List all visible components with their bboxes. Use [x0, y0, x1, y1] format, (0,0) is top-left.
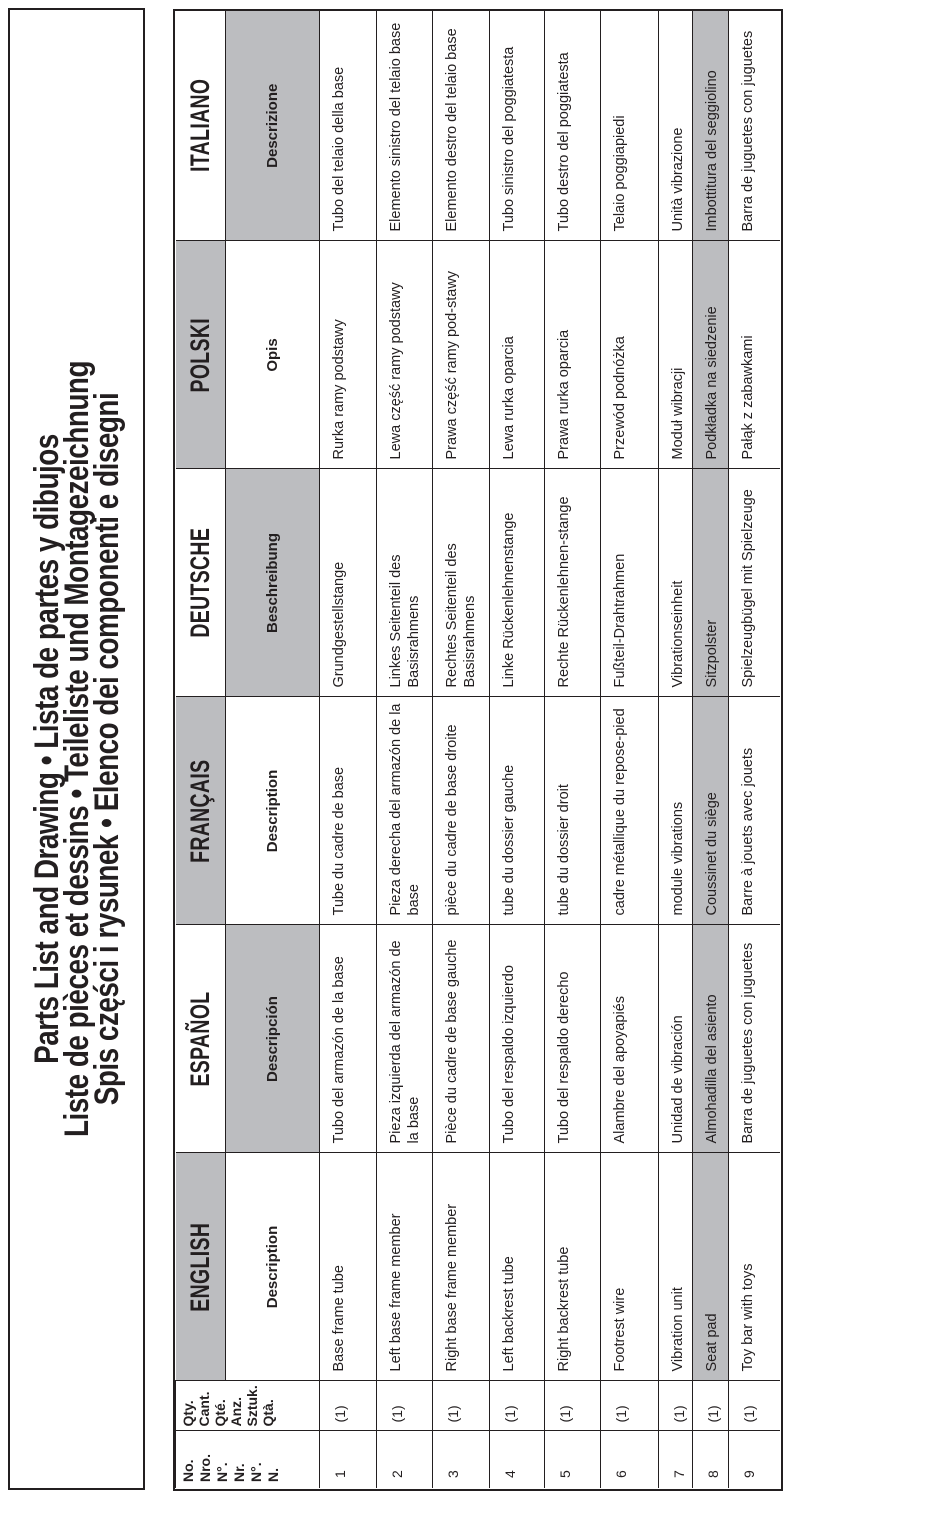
desc-spanish: Alambre del apoyapiés	[601, 925, 659, 1153]
language-header-polish: POLSKI	[176, 241, 226, 469]
part-qty: (1)	[490, 1381, 545, 1431]
desc-english: Toy bar with toys	[729, 1153, 781, 1381]
desc-header-french: Description	[226, 697, 320, 925]
table-row	[490, 11, 545, 1488]
desc-italian: Barra de juguetes con juguetes	[729, 11, 781, 241]
desc-italian: Tubo sinistro del poggiatesta	[490, 11, 545, 241]
desc-english: Left base frame member	[377, 1153, 433, 1381]
table-row	[729, 11, 781, 1488]
desc-spanish: Tubo del respaldo derecho	[545, 925, 601, 1153]
desc-german: Linkes Seitenteil des Basisrahmens	[377, 469, 433, 697]
desc-polish: Lewa rurka oparcia	[490, 241, 545, 469]
table-row	[320, 11, 377, 1488]
desc-spanish: Tubo del armazón de la base	[320, 925, 377, 1153]
language-header-spanish: ESPAÑOL	[176, 925, 226, 1153]
desc-german: Grundgestellstange	[320, 469, 377, 697]
title-line: Spis części i rysunek • Elenco dei componenti e disegni	[87, 392, 126, 1106]
desc-polish: Pałąk z zabawkami	[729, 241, 781, 469]
desc-spanish: Pieza izquierda del armazón de la base	[377, 925, 433, 1153]
desc-spanish: Unidad de vibración	[659, 925, 693, 1153]
desc-english: Seat pad	[693, 1153, 729, 1381]
part-qty: (1)	[433, 1381, 490, 1431]
language-header-italian: ITALIANO	[176, 11, 226, 241]
desc-french: cadre métallique du repose-pied	[601, 697, 659, 925]
desc-italian: Elemento destro del telaio base	[433, 11, 490, 241]
part-number: 2	[377, 1431, 433, 1488]
table-row	[433, 11, 490, 1488]
language-header-german: DEUTSCHE	[176, 469, 226, 697]
part-qty: (1)	[693, 1381, 729, 1431]
desc-polish: Prawa rurka oparcia	[545, 241, 601, 469]
desc-french: Barre à jouets avec jouets	[729, 697, 781, 925]
table-row	[545, 11, 601, 1488]
parts-table-frame	[173, 9, 783, 1491]
no-header: No. Nro. N°. Nr. N°. N.	[176, 1431, 320, 1488]
desc-spanish: Tubo del respaldo izquierdo	[490, 925, 545, 1153]
desc-german: Rechte Rückenlehnen-stange	[545, 469, 601, 697]
desc-french: Pieza derecha del armazón de la base	[377, 697, 433, 925]
desc-italian: Telaio poggiapiedi	[601, 11, 659, 241]
title-box	[8, 8, 145, 1490]
desc-italian: Tubo destro del poggiatesta	[545, 11, 601, 241]
language-header-english: ENGLISH	[176, 1153, 226, 1381]
desc-polish: Prawa część ramy pod-stawy	[433, 241, 490, 469]
desc-polish: Lewa część ramy podstawy	[377, 241, 433, 469]
desc-header-spanish: Descripción	[226, 925, 320, 1153]
desc-english: Footrest wire	[601, 1153, 659, 1381]
title-line: Liste de pièces et dessins • Teileliste und Montagezeichnung	[57, 360, 96, 1138]
part-qty: (1)	[320, 1381, 377, 1431]
desc-german: Rechtes Seitenteil des Basisrahmens	[433, 469, 490, 697]
part-number: 6	[601, 1431, 659, 1488]
table-row	[377, 11, 433, 1488]
desc-polish: Przewód podnóżka	[601, 241, 659, 469]
desc-french: Coussinet du siège	[693, 697, 729, 925]
desc-spanish: Almohadilla del asiento	[693, 925, 729, 1153]
table-row	[601, 11, 659, 1488]
desc-english: Right base frame member	[433, 1153, 490, 1381]
part-number: 5	[545, 1431, 601, 1488]
desc-french: tube du dossier gauche	[490, 697, 545, 925]
desc-polish: Rurka ramy podstawy	[320, 241, 377, 469]
desc-header-italian: Descrizione	[226, 11, 320, 241]
desc-italian: Unità vibrazione	[659, 11, 693, 241]
desc-french: pièce du cadre de base droite	[433, 697, 490, 925]
part-qty: (1)	[729, 1381, 781, 1431]
language-header-french: FRANÇAIS	[176, 697, 226, 925]
desc-italian: Elemento sinistro del telaio base	[377, 11, 433, 241]
part-qty: (1)	[601, 1381, 659, 1431]
parts-table	[175, 11, 780, 1488]
desc-spanish: Pièce du cadre de base gauche	[433, 925, 490, 1153]
desc-polish: Moduł wibracji	[659, 241, 693, 469]
desc-italian: Tubo del telaio della base	[320, 11, 377, 241]
desc-spanish: Barra de juguetes con juguetes	[729, 925, 781, 1153]
qty-header: Qty. Cant. Qté. Anz. Sztuk. Qtà.	[176, 1381, 320, 1431]
desc-french: tube du dossier droit	[545, 697, 601, 925]
table-row	[659, 11, 693, 1488]
part-qty: (1)	[545, 1381, 601, 1431]
desc-german: Linke Rückenlehnenstange	[490, 469, 545, 697]
desc-english: Right backrest tube	[545, 1153, 601, 1381]
part-number: 1	[320, 1431, 377, 1488]
part-qty: (1)	[659, 1381, 693, 1431]
part-number: 4	[490, 1431, 545, 1488]
part-number: 9	[729, 1431, 781, 1488]
desc-german: Spielzeugbügel mit Spielzeuge	[729, 469, 781, 697]
desc-english: Base frame tube	[320, 1153, 377, 1381]
document-title	[27, 19, 126, 1479]
desc-german: Sitzpolster	[693, 469, 729, 697]
desc-english: Vibration unit	[659, 1153, 693, 1381]
desc-italian: Imbottitura del seggiolino	[693, 11, 729, 241]
desc-header-german: Beschreibung	[226, 469, 320, 697]
desc-french: Tube du cadre de base	[320, 697, 377, 925]
desc-french: module vibrations	[659, 697, 693, 925]
title-line: Parts List and Drawing • Lista de partes y dibujos	[27, 434, 66, 1064]
desc-polish: Podkładka na siedzenie	[693, 241, 729, 469]
part-qty: (1)	[377, 1381, 433, 1431]
part-number: 8	[693, 1431, 729, 1488]
part-number: 3	[433, 1431, 490, 1488]
desc-german: Fußteil-Drahtrahmen	[601, 469, 659, 697]
table-row	[693, 11, 729, 1488]
desc-header-english: Description	[226, 1153, 320, 1381]
desc-header-polish: Opis	[226, 241, 320, 469]
desc-german: Vibrationseinheit	[659, 469, 693, 697]
desc-english: Left backrest tube	[490, 1153, 545, 1381]
part-number: 7	[659, 1431, 693, 1488]
